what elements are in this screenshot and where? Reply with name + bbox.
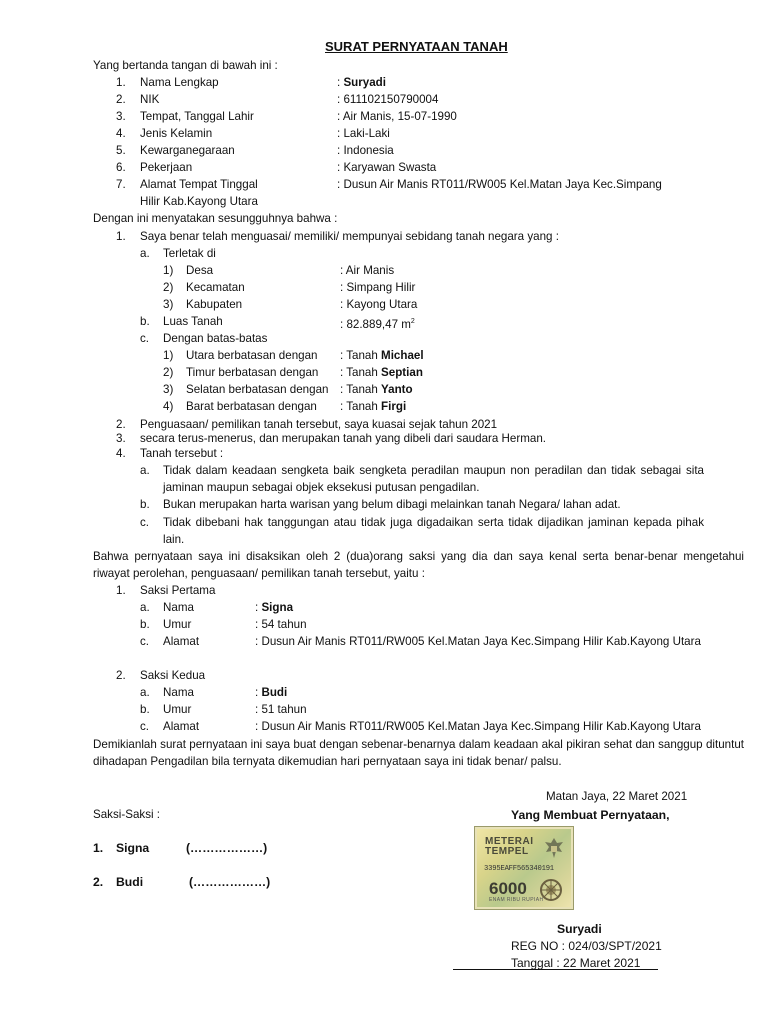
witness-2-name: Budi	[261, 686, 288, 699]
witness-1-address-label: Alamat	[163, 635, 200, 648]
witness-intro-line2: riwayat perolehan, penguasaan/ pemilikan tanah tersebut, yaitu :	[93, 567, 425, 580]
closing-line1: Demikianlah surat pernyataan ini saya buat dengan sebenar-benarnya dalam keadaan akal pikiran sehat dan sanggup dituntut	[93, 738, 744, 751]
stamp-code: 3395EAFF565340191	[484, 865, 554, 873]
point-num: 1.	[116, 230, 126, 243]
sub-letter: b.	[140, 498, 150, 511]
borders-label: Dengan batas-batas	[163, 332, 268, 345]
border-owner: Septian	[381, 366, 423, 379]
loc-label-kecamatan: Kecamatan	[186, 281, 245, 294]
area-unit-sup: 2	[410, 318, 415, 325]
sub-letter: c.	[140, 332, 150, 345]
identity-address-value: Dusun Air Manis RT011/RW005 Kel.Matan Jaya Kec.Simpang	[343, 178, 662, 191]
witness-intro-line1: Bahwa pernyataan saya ini disaksikan oleh 2 (dua)orang saksi yang dia dan saya kenal serta benar-benar mengetahui	[93, 550, 744, 563]
sign-name-budi: Budi	[116, 875, 144, 889]
witness-2-name-value	[255, 686, 287, 700]
witness-num: 1.	[116, 584, 126, 597]
condition-c-line1: Tidak dibebani hak tanggungan atau tidak juga digadaikan serta tidak dijadikan jaminan kepada pihak	[163, 516, 704, 529]
area-value	[340, 315, 415, 332]
witness-2-age-label: Umur	[163, 703, 192, 716]
border-prefix: : Tanah	[340, 400, 382, 413]
stamp-ornament-icon	[537, 877, 565, 903]
signature-underline	[453, 969, 658, 970]
border-num: 1)	[163, 349, 174, 362]
loc-value-desa: : Air Manis	[340, 264, 395, 277]
border-owner: Firgi	[381, 400, 407, 413]
point-1-text: Saya benar telah menguasai/ memiliki/ mempunyai sebidang tanah negara yang :	[140, 230, 559, 243]
declare-text: Dengan ini menyatakan sesungguhnya bahwa :	[93, 212, 338, 225]
identity-sep: :	[337, 161, 344, 174]
identity-sep: :	[337, 127, 344, 140]
loc-num: 2)	[163, 281, 174, 294]
sub-letter: a.	[140, 686, 150, 699]
identity-value-job	[337, 161, 436, 175]
identity-label-birth: Tempat, Tanggal Lahir	[140, 110, 254, 123]
identity-citizenship-value: Indonesia	[343, 144, 394, 157]
identity-label-name: Nama Lengkap	[140, 76, 219, 89]
location-label: Terletak di	[163, 247, 216, 260]
sub-letter: a.	[140, 464, 150, 477]
border-num: 3)	[163, 383, 174, 396]
stamp-value: 6000	[489, 879, 527, 898]
identity-sep: :	[337, 110, 343, 123]
sign-num: 2.	[93, 875, 104, 889]
point-num: 3.	[116, 432, 126, 445]
registration-date: Tanggal : 22 Maret 2021	[511, 956, 641, 970]
identity-birth-value: Air Manis, 15-07-1990	[342, 110, 457, 123]
identity-num: 4.	[116, 127, 126, 140]
witness-2-title: Saksi Kedua	[140, 669, 206, 682]
sign-name-signa: Signa	[116, 841, 150, 855]
condition-a-line1: Tidak dalam keadaan sengketa baik sengketa peradilan maupun non peradilan dan tidak sebagai sita	[163, 464, 704, 477]
border-label-west: Barat berbatasan dengan	[186, 400, 317, 413]
border-prefix: : Tanah	[340, 349, 382, 362]
identity-value-citizenship	[337, 144, 394, 158]
sign-dots: (………………)	[186, 841, 268, 855]
identity-nik-value: 611102150790004	[343, 93, 439, 106]
witness-1-age-value: : 54 tahun	[255, 618, 307, 631]
identity-label-citizenship: Kewarganegaraan	[140, 144, 235, 157]
identity-value-address	[337, 178, 662, 192]
sub-letter: c.	[140, 720, 150, 733]
stamp-words: ENAM RIBU RUPIAH	[489, 897, 544, 903]
identity-value-gender	[337, 127, 390, 141]
border-label-south: Selatan berbatasan dengan	[186, 383, 329, 396]
registration-number: REG NO : 024/03/SPT/2021	[511, 939, 662, 953]
point-4-text: Tanah tersebut :	[140, 447, 224, 460]
revenue-stamp	[474, 826, 574, 910]
identity-value-birth	[337, 110, 457, 124]
loc-label-desa: Desa	[186, 264, 214, 277]
sub-letter: c.	[140, 635, 150, 648]
witness-1-address-value: : Dusun Air Manis RT011/RW005 Kel.Matan Jaya Kec.Simpang Hilir Kab.Kayong Utara	[255, 635, 701, 648]
sub-letter: c.	[140, 516, 150, 529]
border-value-north	[340, 349, 424, 363]
identity-address-line2: Hilir Kab.Kayong Utara	[140, 195, 258, 208]
witness-2-address-label: Alamat	[163, 720, 200, 733]
point-num: 4.	[116, 447, 126, 460]
condition-a-line2: jaminan maupun sebagai objek eksekusi putusan pengadilan.	[163, 481, 480, 494]
identity-label-gender: Jenis Kelamin	[140, 127, 213, 140]
sub-letter: b.	[140, 618, 150, 631]
stamp-title	[485, 837, 534, 857]
garuda-emblem-icon	[543, 836, 565, 862]
border-value-east	[340, 366, 423, 380]
identity-sep: :	[337, 76, 344, 89]
identity-label-nik: NIK	[140, 93, 160, 106]
witnesses-label: Saksi-Saksi :	[93, 808, 161, 821]
border-label-east: Timur berbatasan dengan	[186, 366, 319, 379]
point-3-text: secara terus-menerus, dan merupakan tanah yang dibeli dari saudara Herman.	[140, 432, 547, 445]
identity-num: 6.	[116, 161, 126, 174]
witness-sep: :	[255, 686, 262, 699]
identity-value-name	[337, 76, 386, 90]
identity-num: 2.	[116, 93, 126, 106]
border-prefix: : Tanah	[340, 383, 382, 396]
identity-sep: :	[337, 144, 344, 157]
loc-label-kabupaten: Kabupaten	[186, 298, 243, 311]
loc-value-kecamatan: : Simpang Hilir	[340, 281, 416, 294]
border-num: 2)	[163, 366, 174, 379]
identity-name-bold: Suryadi	[343, 76, 386, 89]
witness-2-name-label: Nama	[163, 686, 194, 699]
maker-label: Yang Membuat Pernyataan,	[511, 808, 670, 822]
witness-num: 2.	[116, 669, 126, 682]
document-title: SURAT PERNYATAAN TANAH	[325, 39, 508, 54]
place-date: Matan Jaya, 22 Maret 2021	[546, 790, 688, 803]
identity-label-job: Pekerjaan	[140, 161, 193, 174]
witness-1-title: Saksi Pertama	[140, 584, 216, 597]
border-value-south	[340, 383, 413, 397]
identity-job-value: Karyawan Swasta	[343, 161, 437, 174]
identity-sep: :	[337, 178, 344, 191]
area-label: Luas Tanah	[163, 315, 223, 328]
condition-b-line1: Bukan merupakan harta warisan yang belum dibagi melainkan tanah Negara/ lahan adat.	[163, 498, 621, 511]
intro-text: Yang bertanda tangan di bawah ini :	[93, 59, 278, 72]
border-num: 4)	[163, 400, 174, 413]
sub-letter: a.	[140, 247, 150, 260]
point-num: 2.	[116, 418, 126, 431]
witness-sep: :	[255, 601, 262, 614]
witness-2-age-value: : 51 tahun	[255, 703, 307, 716]
identity-label-address: Alamat Tempat Tinggal	[140, 178, 258, 191]
sign-num: 1.	[93, 841, 104, 855]
border-prefix: : Tanah	[340, 366, 382, 379]
witness-2-address-value: : Dusun Air Manis RT011/RW005 Kel.Matan Jaya Kec.Simpang Hilir Kab.Kayong Utara	[255, 720, 701, 733]
loc-value-kabupaten: : Kayong Utara	[340, 298, 418, 311]
area-value-text: : 82.889,47 m	[340, 317, 411, 331]
identity-num: 7.	[116, 178, 126, 191]
sign-dots: (………………)	[189, 875, 271, 889]
sub-letter: b.	[140, 315, 150, 328]
identity-gender-value: Laki-Laki	[343, 127, 390, 140]
closing-line2: dihadapan Pengadilan bila ternyata dikemudian hari pernyataan saya ini tidak benar/ palsu.	[93, 755, 562, 768]
identity-value-nik	[337, 93, 438, 107]
border-value-west	[340, 400, 406, 414]
identity-num: 3.	[116, 110, 126, 123]
border-label-north: Utara berbatasan dengan	[186, 349, 318, 362]
stamp-title-line1: METERAI	[485, 836, 534, 847]
border-owner: Yanto	[381, 383, 413, 396]
identity-sep: :	[337, 93, 344, 106]
sub-letter: b.	[140, 703, 150, 716]
border-owner: Michael	[381, 349, 424, 362]
stamp-title-line2: TEMPEL	[485, 846, 529, 857]
witness-1-name: Signa	[261, 601, 294, 614]
sub-letter: a.	[140, 601, 150, 614]
signer-name: Suryadi	[557, 922, 602, 936]
condition-c-line2: lain.	[163, 533, 185, 546]
witness-1-age-label: Umur	[163, 618, 192, 631]
loc-num: 1)	[163, 264, 174, 277]
witness-1-name-label: Nama	[163, 601, 194, 614]
witness-1-name-value	[255, 601, 293, 615]
loc-num: 3)	[163, 298, 174, 311]
identity-num: 1.	[116, 76, 126, 89]
point-2-text: Penguasaan/ pemilikan tanah tersebut, saya kuasai sejak tahun 2021	[140, 418, 498, 431]
identity-num: 5.	[116, 144, 126, 157]
